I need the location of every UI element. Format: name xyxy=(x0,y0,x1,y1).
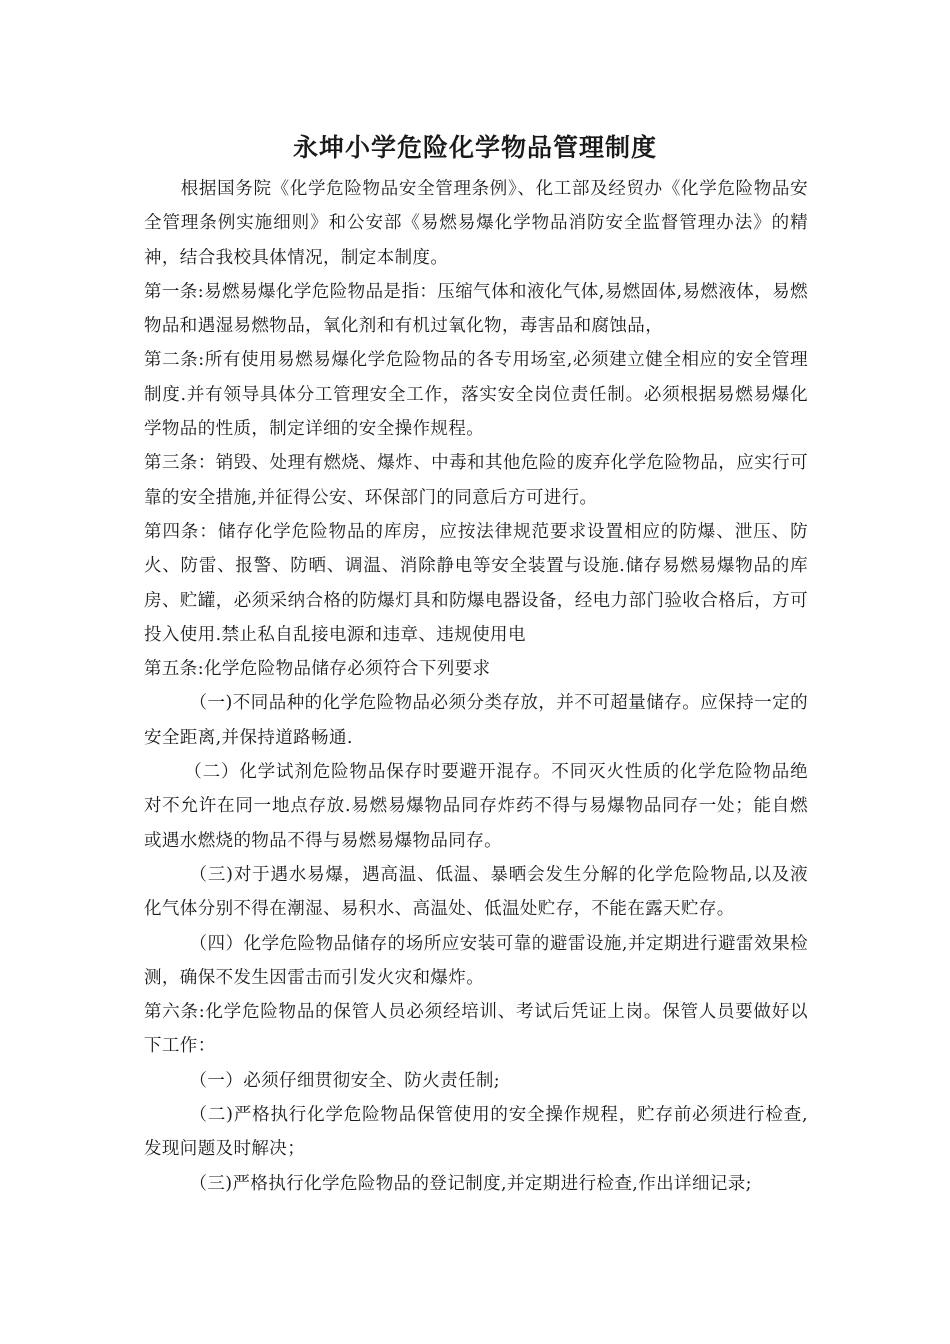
paragraph-article-5-item-3: （三)对于遇水易爆，遇高温、低温、暴晒会发生分解的化学危险物品,以及液化气体分别不得在潮湿、易积水、高温处、低温处贮存，不能在露天贮存。 xyxy=(144,864,808,920)
paragraph-article-6: 第六条:化学危险物品的保管人员必须经培训、考试后凭证上岗。保管人员要做好以下工作： xyxy=(144,1002,808,1057)
paragraph-article-6-item-3: （三)严格执行化学危险物品的登记制度,并定期进行检查,作出详细记录; xyxy=(189,1173,752,1194)
paragraph-article-2: 第二条:所有使用易燃易爆化学危险物品的各专用场室,必须建立健全相应的安全管理制度.并有领导具体分工管理安全工作，落实安全岗位责任制。必须根据易燃易爆化学物品的性质，制定详细的安全操作规程。 xyxy=(144,350,808,440)
paragraph-article-1: 第一条:易燃易爆化学危险物品是指：压缩气体和液化气体,易燃固体,易燃液体，易燃物品和遇湿易燃物品，氧化剂和有机过氧化物，毒害品和腐蚀品， xyxy=(144,281,808,337)
paragraph-intro: 根据国务院《化学危险物品安全管理条例》、化工部及经贸办《化学危险物品安全管理条例实施细则》和公安部《易燃易爆化学物品消防安全监督管理办法》的精神，结合我校具体情况，制定本制度。 xyxy=(144,179,808,268)
document-body xyxy=(144,172,808,1201)
paragraph-article-5-item-2: （二）化学试剂危险物品保存时要避开混存。不同灭火性质的化学危险物品绝对不允许在同一地点存放.易燃易爆物品同存炸药不得与易爆物品同存一处；能自燃或遇水燃烧的物品不得与易燃易爆物品同存。 xyxy=(144,762,808,851)
document-title: 永坤小学危险化学物品管理制度 xyxy=(292,133,657,162)
paragraph-article-6-item-2: （二)严格执行化学危险物品保管使用的安全操作规程，贮存前必须进行检查,发现问题及时解决； xyxy=(144,1105,808,1160)
paragraph-article-5-item-1: （一)不同品种的化学危险物品必须分类存放，并不可超量储存。应保持一定的安全距离,并保持道路畅通. xyxy=(144,693,808,748)
paragraph-article-3: 第三条：销毁、处理有燃烧、爆炸、中毒和其他危险的废弃化学危险物品，应实行可靠的安全措施,并征得公安、环保部门的同意后方可进行。 xyxy=(144,453,808,508)
paragraph-article-6-item-1: （一）必须仔细贯彻安全、防火责任制; xyxy=(189,1070,501,1091)
paragraph-article-5: 第五条:化学危险物品储存必须符合下列要求 xyxy=(144,659,491,680)
paragraph-article-5-item-4: （四）化学危险物品储存的场所应安装可靠的避雷设施,并定期进行避雷效果检测，确保不发生因雷击而引发火灾和爆炸。 xyxy=(144,933,808,988)
paragraph-article-4: 第四条：储存化学危险物品的库房，应按法律规范要求设置相应的防爆、泄压、防火、防雷、报警、防晒、调温、消除静电等安全装置与设施.储存易燃易爆物品的库房、贮罐，必须采纳合格的防爆灯具和防爆电器设备，经电力部门验收合格后，方可投入使用.禁止私自乱接电源和违章、违规使用电 xyxy=(144,521,808,645)
